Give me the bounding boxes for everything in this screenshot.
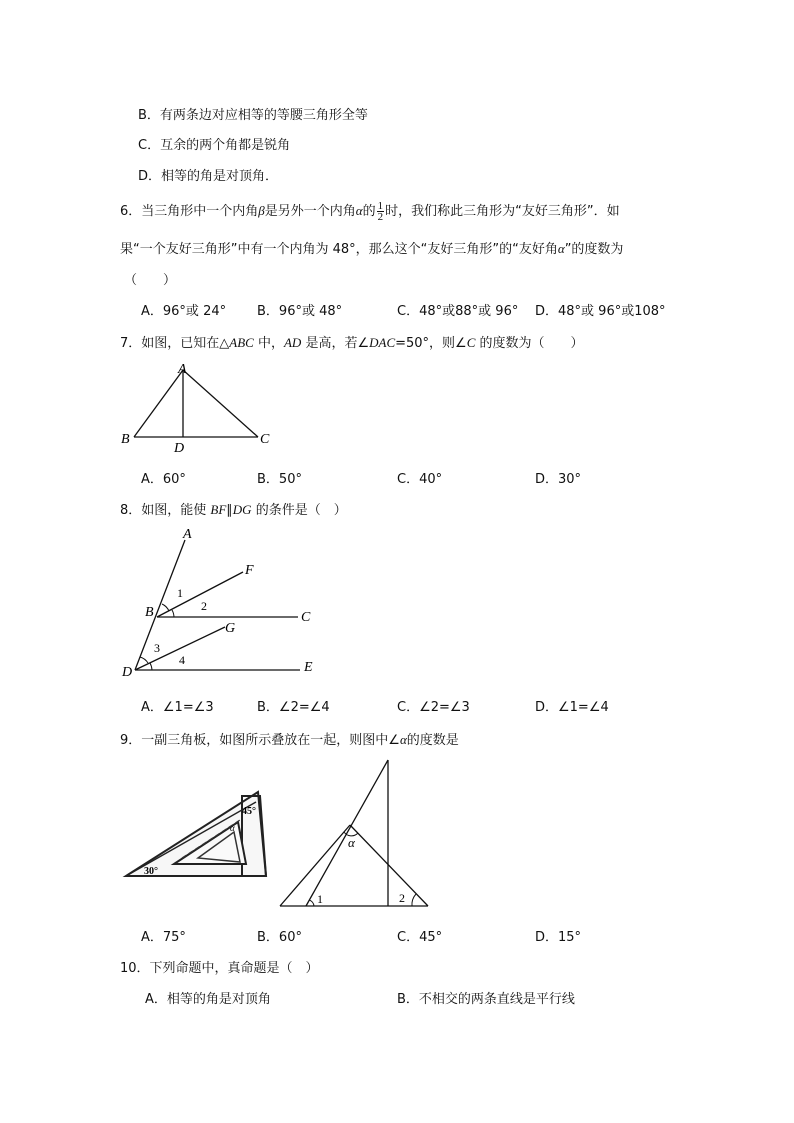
q10-stem: 10．下列命题中，真命题是（ ） [120,961,319,976]
angle-1-arc [162,604,169,611]
angle-2-arc [412,894,416,906]
q7-triangle-diagram [110,358,300,458]
q8-option-a[interactable]: A．∠1=∠3 [141,700,214,715]
q6-option-b[interactable]: B．96°或 48° [257,304,343,319]
q7-option-d[interactable]: D．30° [535,472,582,487]
angle-2-label: 2 [399,891,405,905]
q8-option-b[interactable]: B．∠2=∠4 [257,700,330,715]
q6-answer-paren: （ ） [124,273,177,288]
right-edge [350,825,428,906]
q9-stem: 9．一副三角板，如图所示叠放在一起，则图中∠α的度数是 [120,732,459,748]
q8-option-c[interactable]: C．∠2=∠3 [397,700,470,715]
q9-angle-diagram [276,756,436,912]
angle-1-arc [309,900,314,906]
label-d: D [122,665,133,680]
slanted-edge [306,760,388,906]
label-b: B [145,605,154,620]
side-ab [134,370,183,437]
q10-option-b[interactable]: B．不相交的两条直线是平行线 [397,992,575,1007]
transversal-ad [135,540,185,670]
label-c: C [260,432,270,447]
q10-option-a[interactable]: A．相等的角是对顶角 [145,992,271,1007]
q8-parallel-lines-diagram [110,522,330,682]
angle-3-label: 3 [154,641,160,655]
angle-3-arc [140,657,148,663]
left-edge [280,825,350,906]
q7-stem: 7．如图，已知在△ABC 中，AD 是高，若∠DAC=50°，则∠C 的度数为（ ） [120,335,584,351]
label-c: C [301,610,311,625]
q5-option-d: D．相等的角是对顶角． [138,169,279,184]
q9-option-c[interactable]: C．45° [397,930,443,945]
q7-option-b[interactable]: B．50° [257,472,302,487]
alpha-label: α [348,835,355,850]
angle-4-arc [150,663,152,670]
label-30: 30° [144,866,158,877]
label-b: B [121,432,130,447]
q9-set-squares-photo [118,780,274,884]
q5-option-c: C．互余的两个角都是锐角 [138,138,291,153]
q6-stem-line2: 果“一个友好三角形”中有一个内角为 48°，那么这个“友好三角形”的“友好角α”的度数为 [120,241,624,257]
label-e: E [304,660,313,675]
angle-1-label: 1 [177,586,183,600]
q6-option-d[interactable]: D．48°或 96°或108° [535,304,666,319]
q6-stem-line1: 6．当三角形中一个内角β是另外一个内角α的 $\frac{1}{2}$ 时，我们称此三角形为“友好三角形”．如 [120,200,620,223]
q9-option-a[interactable]: A．75° [141,930,186,945]
q6-option-a[interactable]: A．96°或 24° [141,304,227,319]
angle-2-arc [172,610,174,617]
label-a: A [183,527,192,542]
q8-stem: 8．如图，能使 BF∥DG 的条件是（ ） [120,502,347,518]
one-half-fraction: $\frac{1}{2}$ [377,200,384,223]
angle-4-label: 4 [179,653,185,667]
q6-option-c[interactable]: C．48°或88°或 96° [397,304,519,319]
q9-option-d[interactable]: D．15° [535,930,582,945]
side-ac [183,370,258,437]
q9-option-b[interactable]: B．60° [257,930,302,945]
label-g: G [225,621,236,636]
label-d: D [174,441,185,456]
q7-option-a[interactable]: A．60° [141,472,186,487]
label-45: 45° [242,806,256,817]
label-a: A [178,362,187,377]
q8-option-d[interactable]: D．∠1=∠4 [535,700,609,715]
angle-2-label: 2 [201,599,207,613]
label-alpha: α [230,823,235,833]
q7-option-c[interactable]: C．40° [397,472,443,487]
q5-option-b: B．有两条边对应相等的等腰三角形全等 [138,108,368,123]
angle-1-label: 1 [317,892,323,906]
label-f: F [245,563,254,578]
